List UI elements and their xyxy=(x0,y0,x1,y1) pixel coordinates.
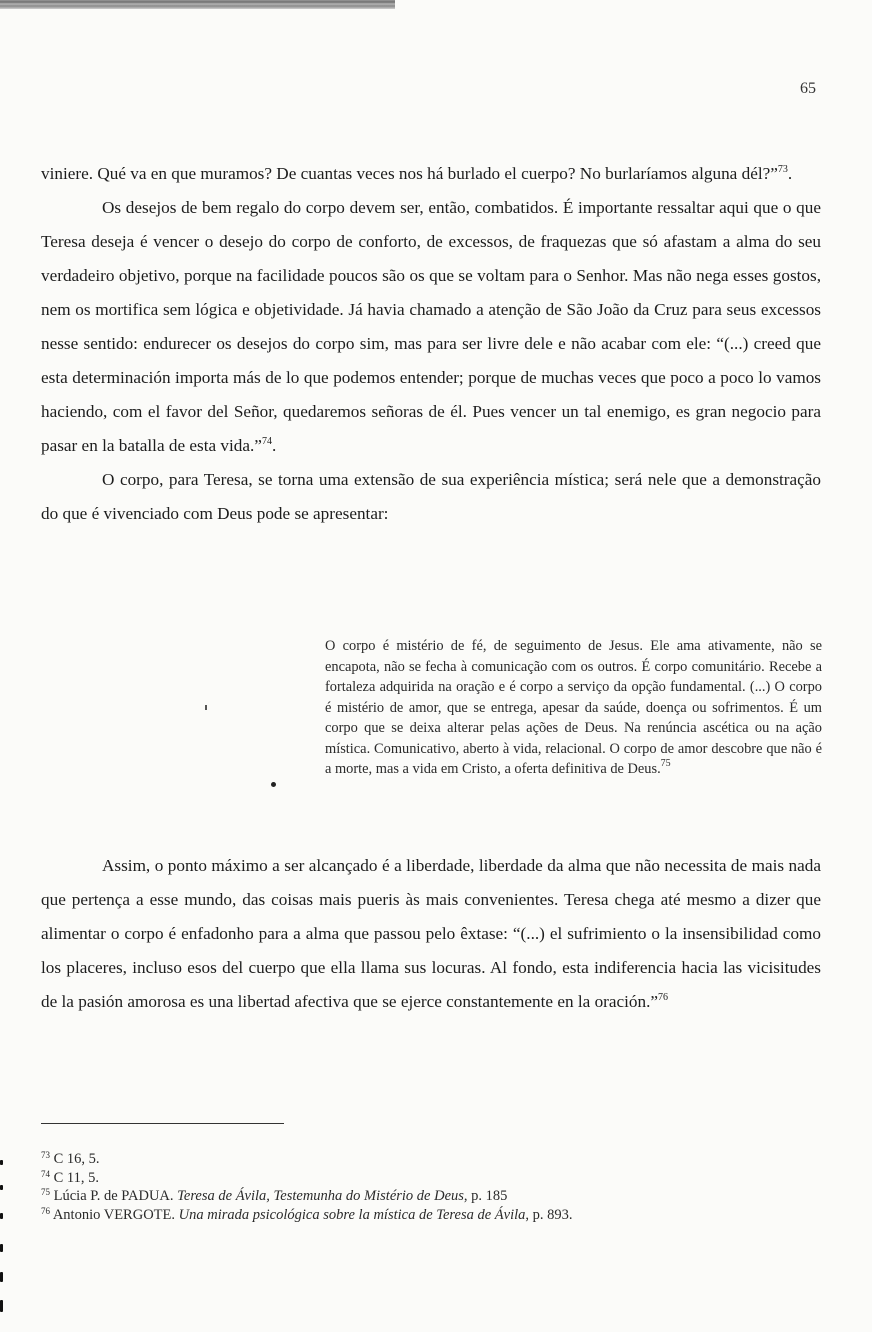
footnote-text: C 16, 5. xyxy=(53,1151,100,1167)
paragraph-end: . xyxy=(271,436,277,455)
scan-edge-mark xyxy=(0,1244,3,1252)
footnote-number: 76 xyxy=(41,1205,50,1216)
footnote-74 xyxy=(41,1169,573,1188)
footnote-75 xyxy=(41,1187,573,1206)
scan-mark xyxy=(205,705,207,710)
footnote-ref-73: 73 xyxy=(777,164,788,175)
paragraph-desires xyxy=(41,191,821,463)
scan-edge-mark xyxy=(0,1300,3,1312)
scan-top-rule xyxy=(0,0,395,9)
footnote-text: , p. 893. xyxy=(525,1206,573,1223)
footnote-text: C 11, 5. xyxy=(53,1169,100,1186)
paragraph-text: Assim, o ponto máximo a ser alcançado é a liberdade, liberdade da alma que não necessita de mais nada que pertença a esse mundo, das coisas mais pueris às mais convenientes. Teresa chega até mesmo a dizer que alimentar o corpo é enfadonho para a alma que passou pelo êxtase: “(...) el sufrimiento o la insensibilidad como los placeres, incluso esos del cuerpo que ella llama sus locuras. Al fondo, esta indiferencia hacia las vicisitudes de la pasión amorosa es una libertad afectiva que se ejerce constantemente en la oración.” xyxy=(41,856,821,1011)
footnote-73 xyxy=(41,1150,573,1169)
footnote-separator xyxy=(41,1123,284,1124)
scan-edge-mark xyxy=(0,1185,3,1190)
footnote-title: Una mirada psicológica sobre la mística de Teresa de Ávila xyxy=(178,1206,526,1223)
footnote-author: Antonio VERGOTE. xyxy=(52,1206,176,1223)
block-quote xyxy=(325,636,822,780)
scan-edge-mark xyxy=(0,1160,3,1165)
page-number: 65 xyxy=(800,80,816,97)
footnote-title: Teresa de Ávila, Testemunha do Mistério de Deus xyxy=(177,1188,464,1204)
paragraph-text: O corpo, para Teresa, se torna uma extensão de sua experiência mística; será nele que a demonstração do que é vivenciado com Deus pode se apresentar: xyxy=(41,470,821,523)
footnote-ref-74: 74 xyxy=(261,436,272,447)
footnote-number: 73 xyxy=(41,1150,50,1160)
footnotes xyxy=(41,1150,573,1224)
footnote-author: Lúcia P. de PADUA. xyxy=(53,1188,174,1204)
block-quote-text: O corpo é mistério de fé, de seguimento de Jesus. Ele ama ativamente, não se encapota, não se fecha à comunicação com os outros. É corpo comunitário. Recebe a fortaleza adquirida na oração e é corpo a serviço da opção fundamental. (...) O corpo é mistério de amor, que se entrega, apesar da saúde, doença ou sofrimentos. É um corpo que se deixa alterar pelas ações de Deus. Na renúncia ascética ou na ação mística. Comunicativo, aberto à vida, relacional. O corpo de amor descobre que não é a morte, mas a vida em Cristo, a oferta definitiva de Deus. xyxy=(325,638,822,777)
body-text-upper xyxy=(41,157,821,531)
footnote-text: , p. 185 xyxy=(463,1188,508,1204)
body-text-lower xyxy=(41,849,821,1019)
footnote-76 xyxy=(41,1206,573,1225)
paragraph-continuation xyxy=(41,157,821,191)
scan-edge-mark xyxy=(0,1272,3,1282)
footnote-ref-76: 76 xyxy=(658,992,669,1003)
footnote-number: 74 xyxy=(41,1168,50,1179)
paragraph-end: . xyxy=(787,164,793,183)
paragraph-freedom xyxy=(41,849,821,1019)
scan-dot xyxy=(271,782,276,787)
paragraph-text: viniere. Qué va en que muramos? De cuantas veces nos há burlado el cuerpo? No burlaríamos alguna dél?” xyxy=(41,164,778,183)
paragraph-body-extension xyxy=(41,463,821,531)
paragraph-text: Os desejos de bem regalo do corpo devem ser, então, combatidos. É importante ressaltar aqui que o que Teresa deseja é vencer o desejo do corpo de conforto, de excessos, de fraquezas que só afastam a alma do seu verdadeiro objetivo, porque na facilidade poucos são os que se voltam para o Senhor. Mas não nega esses gostos, nem os mortifica sem lógica e objetividade. Já havia chamado a atenção de São João da Cruz para seus excessos nesse sentido: endurecer os desejos do corpo sim, mas para ser livre dele e não acabar com ele: “(...) creed que esta determinación importa más de lo que podemos entender; porque de muchas veces que poco a poco lo vamos haciendo, com el favor del Señor, quedaremos señoras de él. Pues vencer un tal enemigo, es gran negocio para pasar en la batalla de esta vida.” xyxy=(41,198,821,455)
footnote-ref-75: 75 xyxy=(660,758,671,769)
footnote-number: 75 xyxy=(41,1187,50,1197)
scan-edge-mark xyxy=(0,1213,3,1219)
